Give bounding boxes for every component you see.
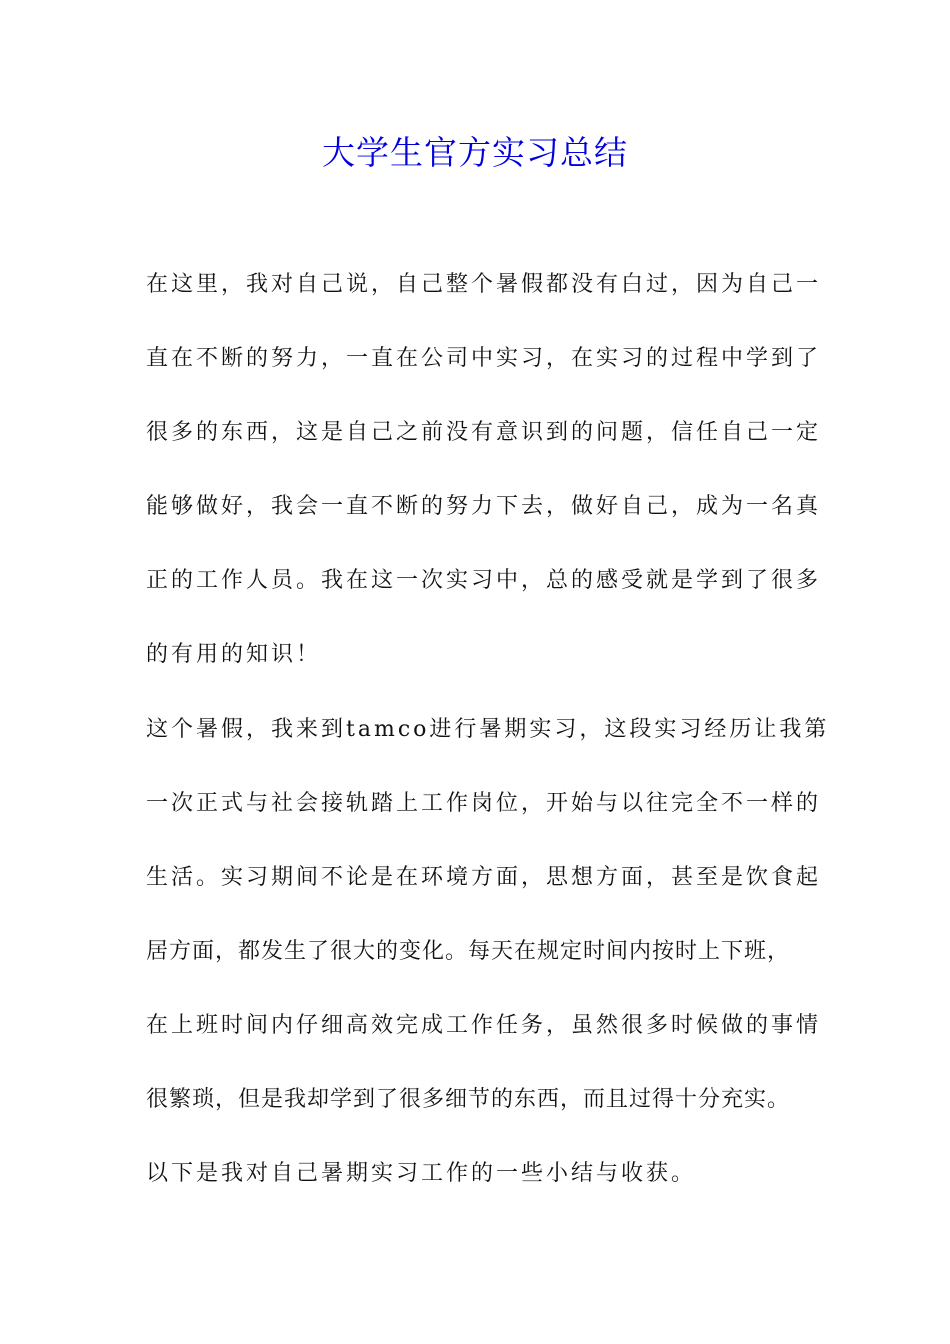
document-title: 大学生官方实习总结 — [322, 133, 628, 172]
body-line: 很繁琐，但是我却学到了很多细节的东西，而且过得十分充实。 — [146, 1087, 791, 1113]
body-line: 以下是我对自己暑期实习工作的一些小结与收获。 — [146, 1161, 697, 1187]
body-line: 的有用的知识！ — [146, 642, 322, 668]
body-line: 这个暑假，我来到tamco进行暑期实习，这段实习经历让我第 — [146, 716, 830, 742]
body-line: 很多的东西，这是自己之前没有意识到的问题，信任自己一定 — [146, 420, 822, 446]
body-line: 直在不断的努力，一直在公司中实习，在实习的过程中学到了 — [146, 346, 822, 372]
body-line: 在这里，我对自己说，自己整个暑假都没有白过，因为自己一 — [146, 272, 822, 297]
body-line: 正的工作人员。我在这一次实习中，总的感受就是学到了很多 — [146, 568, 822, 594]
body-line: 在上班时间内仔细高效完成工作任务，虽然很多时候做的事情 — [146, 1012, 822, 1038]
body-line: 一次正式与社会接轨踏上工作岗位，开始与以往完全不一样的 — [146, 790, 822, 816]
body-line: 生活。实习期间不论是在环境方面，思想方面，甚至是饮食起 — [146, 864, 822, 890]
body-line: 居方面，都发生了很大的变化。每天在规定时间内按时上下班， — [146, 938, 791, 964]
body-line: 能够做好，我会一直不断的努力下去，做好自己，成为一名真 — [146, 494, 822, 520]
document-body — [146, 262, 830, 1225]
